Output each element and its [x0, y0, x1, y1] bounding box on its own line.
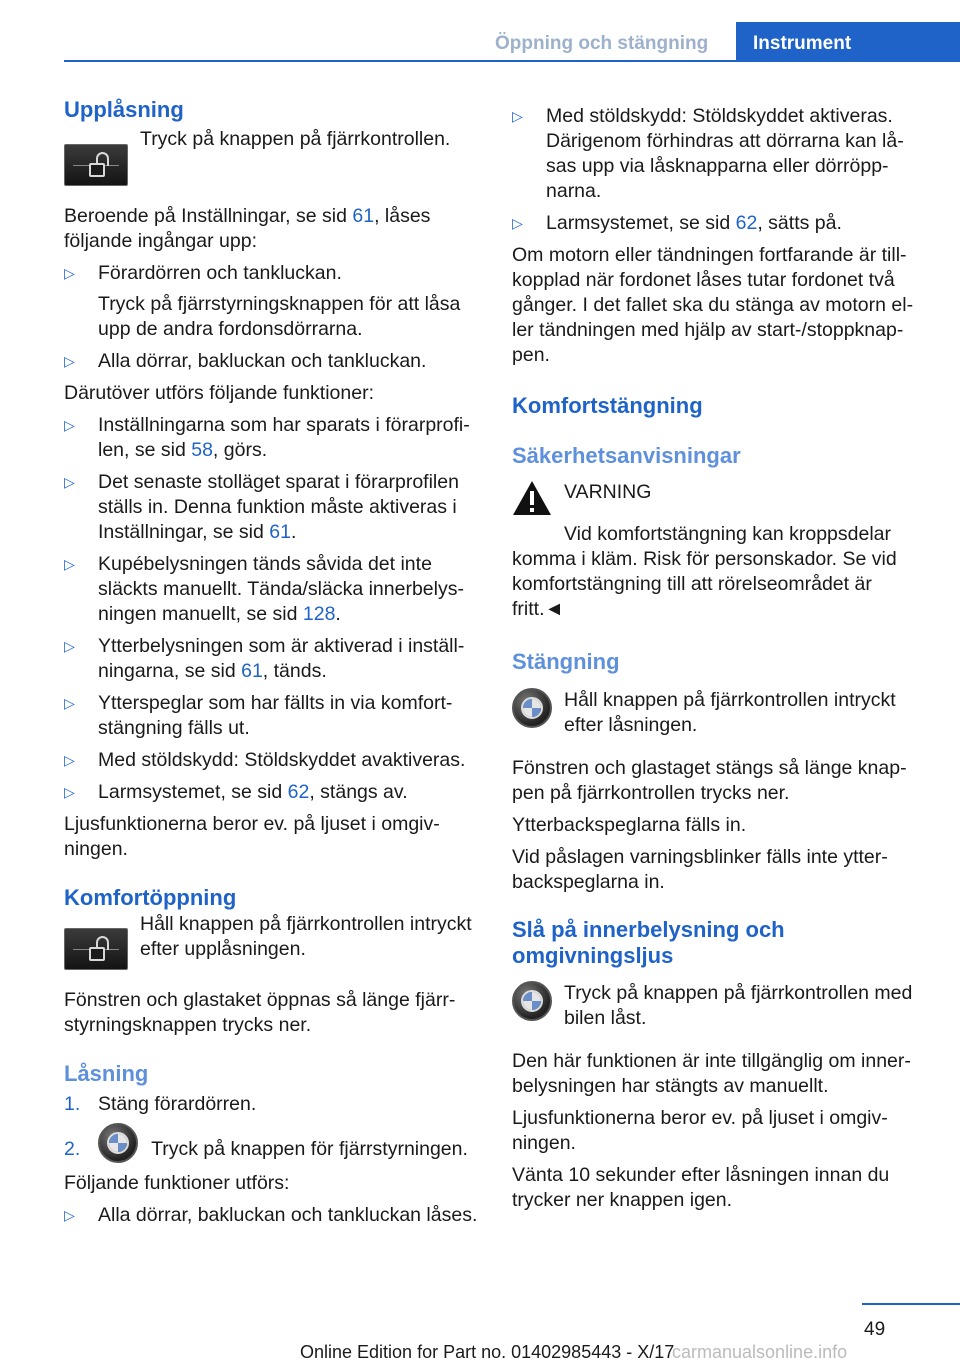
paragraph-light-functions-2: Ljusfunktionerna beror ev. på ljuset i omgivningen.: [512, 1107, 888, 1154]
paragraph-horn: Om motorn eller tändningen fortfarande är tillkopplad när fordonet låses tutar fordonet två gånger. I det fallet ska du stänga av motorn eller tändningen med hjälp av start-/stoppknappen.: [512, 244, 914, 366]
triangle-bullet-icon: ▷: [64, 1207, 75, 1223]
paragraph-windows-open: Fönstren och glastaket öppnas så länge fjärrstyrningsknappen trycks ner.: [64, 989, 456, 1036]
step-item: 2. Tryck på knappen för fjärrstyrningen.: [64, 1125, 484, 1163]
inner-icon-row: [512, 981, 924, 1031]
upplasning-icon-row: [64, 128, 484, 186]
list-item: ▷ Ytterspeglar som har fällts in via komfortstängning fälls ut.: [64, 692, 453, 739]
list-item: ▷ Med stöldskydd: Stöldskyddet aktiveras. Därigenom förhindras att dörrarna kan låsas upp via låsknapparna eller dörröppnarna.: [512, 105, 904, 202]
list-item: ▷ Kupébelysningen tänds såvida det inte släckts manuellt. Tända/släcka innerbelysningen manuellt, se sid 128.: [64, 553, 464, 625]
page-link[interactable]: 61: [352, 205, 375, 227]
upplasning-icon-text: Tryck på knappen på fjärrkontrollen.: [140, 128, 451, 150]
warning-title: VARNING: [564, 481, 652, 503]
paragraph-windows-close: Fönstren och glastaget stängs så länge knappen på fjärrkontrollen trycks ner.: [512, 757, 907, 804]
inner-icon-text: Tryck på knappen på fjärrkontrollen med bilen låst.: [564, 982, 913, 1029]
triangle-bullet-icon: ▷: [64, 638, 75, 654]
triangle-bullet-icon: ▷: [64, 474, 75, 490]
list-item: ▷ Inställningarna som har sparats i förarprofilen, se sid 58, görs.: [64, 414, 470, 461]
list-item: ▷ Larmsystemet, se sid 62, sätts på.: [512, 212, 842, 234]
page-link[interactable]: 58: [191, 439, 213, 461]
locking-steps: [64, 1092, 484, 1163]
page-link[interactable]: 62: [735, 212, 758, 234]
heading-innerbelysning: Slå på innerbelysning och omgivningsljus: [512, 917, 785, 968]
komfort-icon-row: [64, 913, 484, 970]
warning-text: Vid komfortstängning kan kroppsdelar komma i kläm. Risk för personskador. Se vid komfortstängning till att rörelseområdet är fritt.◄: [512, 523, 897, 620]
lock-functions-list: [64, 1203, 484, 1228]
paragraph-settings: Beroende på Inställningar, se sid 61, låses följande ingångar upp:: [64, 205, 431, 252]
paragraph-functions: Därutöver utförs följande funktioner:: [64, 382, 375, 404]
page-link[interactable]: 62: [287, 781, 310, 803]
list-item: ▷ Alla dörrar, bakluckan och tankluckan låses.: [64, 1204, 478, 1226]
list-item: ▷ Det senaste stolläget sparat i förarprofilen ställs in. Denna funktion måste aktiveras i Inställningar, se sid 61.: [64, 471, 459, 543]
page-header: [0, 0, 960, 62]
left-column: [64, 96, 484, 1235]
heading-upplasning: Upplåsning: [64, 97, 184, 122]
list-item: ▷ Larmsystemet, se sid 62, stängs av.: [64, 781, 408, 803]
stangning-icon-text: Håll knappen på fjärrkontrollen intryckt efter låsningen.: [564, 689, 896, 736]
warning-row: [512, 480, 924, 516]
heading-sakerhetsanvisningar: Säkerhetsanvisningar: [512, 443, 741, 468]
right-column: [512, 104, 924, 1220]
list-item: ▷ Förardörren och tankluckan. Tryck på fjärrstyrningsknappen för att låsa upp de andra fordonsdörrarna.: [64, 262, 461, 340]
header-rule: [64, 60, 960, 62]
heading-komfortoppning: Komfortöppning: [64, 885, 237, 910]
warning-icon: [512, 480, 552, 516]
triangle-bullet-icon: ▷: [64, 752, 75, 768]
heading-stangning: Stängning: [512, 649, 620, 674]
unlock-button-icon: [64, 144, 128, 186]
paragraph-hazard: Vid påslagen varningsblinker fälls inte ytterbackspeglarna in.: [512, 846, 888, 893]
paragraph-following-functions: Följande funktioner utförs:: [64, 1172, 290, 1194]
paragraph-mirrors-fold: Ytterbackspeglarna fälls in.: [512, 814, 747, 836]
bmw-key-button-icon: [98, 1123, 138, 1163]
lock-functions-list-cont: [512, 104, 924, 236]
unlock-button-icon: [64, 928, 128, 970]
page-link[interactable]: 61: [269, 521, 291, 543]
list-item: ▷ Med stöldskydd: Stöldskyddet avaktiveras.: [64, 749, 466, 771]
heading-lasning: Låsning: [64, 1061, 149, 1086]
page-link[interactable]: 61: [241, 660, 263, 682]
page-link[interactable]: 128: [302, 603, 336, 625]
header-section-title: Öppning och stängning: [495, 33, 709, 54]
triangle-bullet-icon: ▷: [64, 353, 75, 369]
triangle-bullet-icon: ▷: [512, 215, 523, 231]
triangle-bullet-icon: ▷: [64, 695, 75, 711]
footer-rule: [862, 1303, 960, 1305]
list-item: ▷ Ytterbelysningen som är aktiverad i inställningarna, se sid 61, tänds.: [64, 635, 465, 682]
heading-komfortstangning: Komfortstängning: [512, 393, 703, 418]
header-chapter-tab: Instrument: [736, 22, 960, 62]
functions-list: [64, 413, 484, 805]
triangle-bullet-icon: ▷: [64, 784, 75, 800]
list-item: ▷ Alla dörrar, bakluckan och tankluckan.: [64, 350, 427, 372]
watermark-text: carmanualsonline.info: [672, 1342, 848, 1362]
paragraph-light-functions: Ljusfunktionerna beror ev. på ljuset i omgivningen.: [64, 813, 440, 860]
triangle-bullet-icon: ▷: [64, 417, 75, 433]
page-number: 49: [864, 1319, 886, 1340]
stangning-icon-row: [512, 688, 924, 738]
unlock-entries-list: [64, 261, 484, 374]
bmw-key-button-icon: [512, 981, 552, 1021]
triangle-bullet-icon: ▷: [64, 265, 75, 281]
step-item: 1. Stäng förardörren.: [64, 1093, 257, 1115]
edition-text: Online Edition for Part no. 01402985443 - X/17: [300, 1342, 675, 1362]
komfort-icon-text: Håll knappen på fjärrkontrollen intryckt efter upplåsningen.: [140, 913, 472, 960]
paragraph-not-available: Den här funktionen är inte tillgänglig om innerbelysningen har stängts av manuellt.: [512, 1050, 911, 1097]
bmw-key-button-icon: [512, 688, 552, 728]
paragraph-wait: Vänta 10 sekunder efter låsningen innan du trycker ner knappen igen.: [512, 1164, 890, 1211]
triangle-bullet-icon: ▷: [64, 556, 75, 572]
triangle-bullet-icon: ▷: [512, 108, 523, 124]
